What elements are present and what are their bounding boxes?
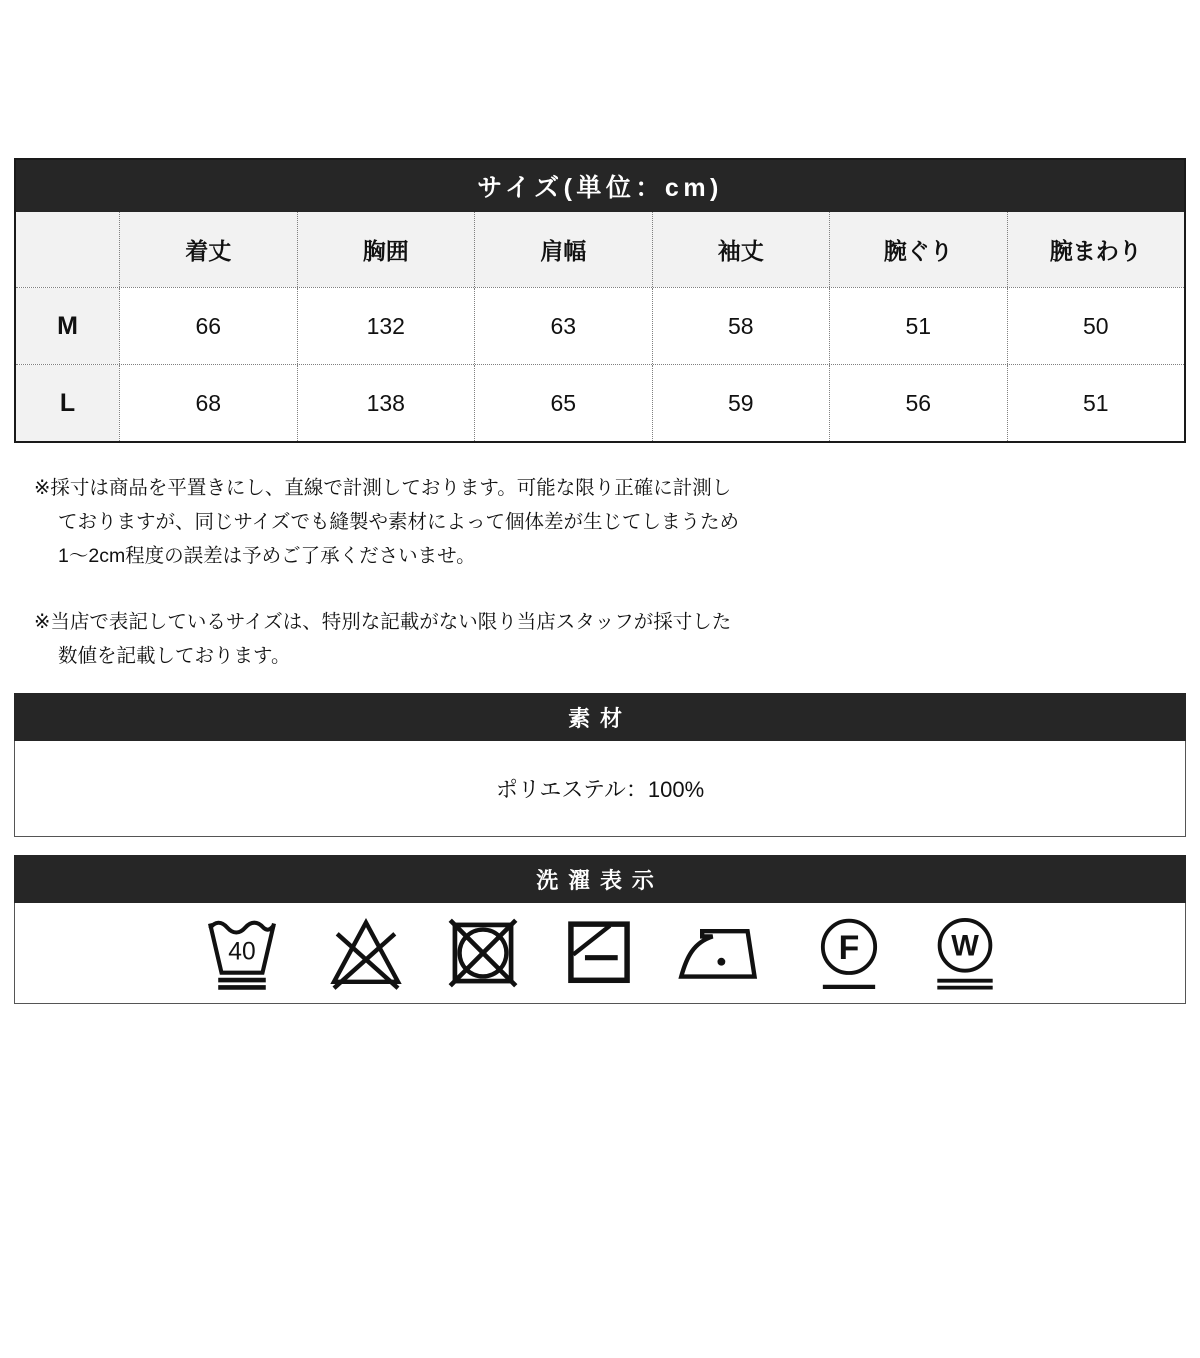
svg-text:W: W	[951, 930, 979, 963]
size-value-cell: 59	[652, 365, 830, 441]
size-label-l: L	[16, 365, 119, 441]
size-value-cell: 56	[829, 365, 1007, 441]
size-value-cell: 51	[1007, 365, 1185, 441]
size-table	[14, 158, 1186, 443]
material-value: ポリエステル：100%	[495, 777, 705, 802]
size-value-cell: 51	[829, 288, 1007, 364]
material-panel	[14, 693, 1186, 837]
size-value-cell: 58	[652, 288, 830, 364]
size-value-cell: 132	[297, 288, 475, 364]
laundry-panel-title: 洗濯表示	[14, 855, 1186, 903]
svg-text:F: F	[838, 929, 860, 968]
material-panel-title: 素材	[14, 693, 1186, 741]
size-row-l	[16, 364, 1184, 441]
note-line: ※採寸は商品を平置きにし、直線で計測しております。可能な限り正確に計測し	[34, 477, 732, 499]
note-line: 数値を記載しております。	[58, 645, 291, 667]
do-not-tumble-dry-icon	[444, 914, 522, 992]
col-header-shoulder: 肩幅	[474, 212, 652, 287]
svg-text:40: 40	[228, 938, 256, 966]
col-header-armhole: 腕ぐり	[829, 212, 1007, 287]
note-line: ておりますが、同じサイズでも縫製や素材によって個体差が生じてしまうため	[58, 511, 739, 533]
size-value-cell: 50	[1007, 288, 1185, 364]
corner-cell	[16, 212, 119, 287]
laundry-icons-row	[15, 903, 1185, 1003]
size-table-header-row	[16, 212, 1184, 287]
do-not-bleach-icon	[326, 913, 406, 993]
flat-dry-in-shade-icon	[560, 914, 638, 992]
note-staff-measured	[34, 605, 1186, 673]
size-value-cell: 63	[474, 288, 652, 364]
size-label-m: M	[16, 288, 119, 364]
col-header-arm-circumference: 腕まわり	[1007, 212, 1185, 287]
col-header-length: 着丈	[119, 212, 297, 287]
size-value-cell: 138	[297, 365, 475, 441]
note-line: ※当店で表記しているサイズは、特別な記載がない限り当店スタッフが採寸した	[34, 611, 732, 633]
col-header-chest: 胸囲	[297, 212, 475, 287]
note-measurement-tolerance	[34, 471, 1186, 573]
laundry-panel	[14, 855, 1186, 1004]
iron-low-one-dot-icon	[676, 913, 772, 993]
size-value-cell: 68	[119, 365, 297, 441]
size-value-cell: 65	[474, 365, 652, 441]
col-header-sleeve: 袖丈	[652, 212, 830, 287]
wet-clean-very-gentle-icon	[926, 913, 1004, 993]
dry-clean-petroleum-gentle-icon	[810, 913, 888, 993]
size-row-m	[16, 287, 1184, 364]
note-line: 1〜2cm程度の誤差は予めご了承くださいませ。	[58, 545, 476, 567]
wash-40-very-gentle-icon	[196, 912, 288, 994]
measurement-notes	[14, 471, 1186, 673]
size-table-title: サイズ(単位：cm)	[16, 160, 1184, 212]
page-content	[14, 158, 1186, 1004]
size-value-cell: 66	[119, 288, 297, 364]
